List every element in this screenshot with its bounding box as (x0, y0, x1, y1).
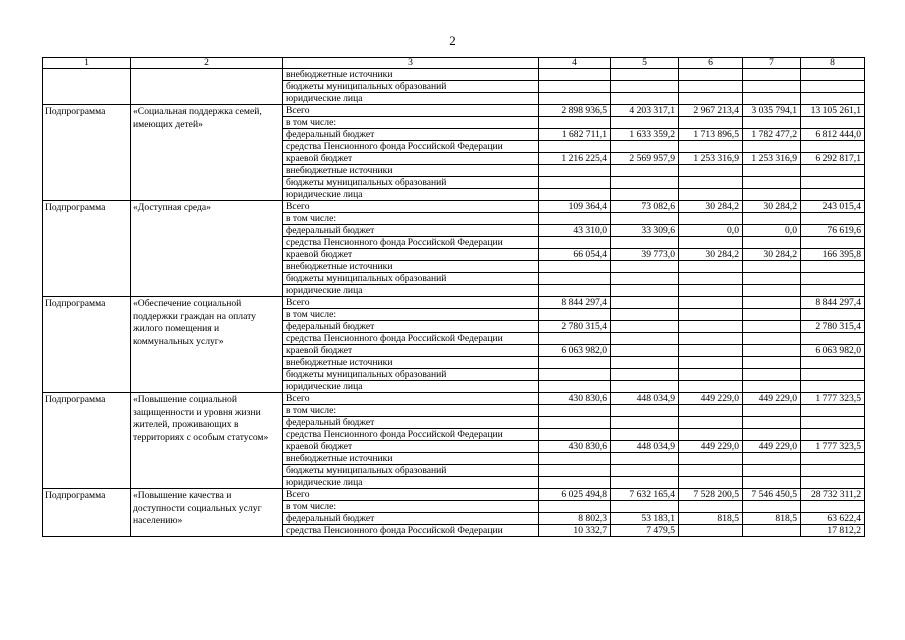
value-cell: 6 063 982,0 (801, 345, 865, 357)
value-cell (611, 177, 679, 189)
column-header: 4 (539, 58, 611, 69)
funding-source-label: юридические лица (283, 93, 539, 105)
value-cell (539, 453, 611, 465)
value-cell (539, 285, 611, 297)
value-cell: 1 682 711,1 (539, 129, 611, 141)
value-cell (539, 177, 611, 189)
value-cell (801, 405, 865, 417)
column-header: 6 (679, 58, 743, 69)
value-cell (743, 501, 801, 513)
funding-source-label: Всего (283, 201, 539, 213)
value-cell (801, 117, 865, 129)
value-cell (679, 357, 743, 369)
value-cell (539, 141, 611, 153)
value-cell (611, 81, 679, 93)
column-header: 3 (283, 58, 539, 69)
value-cell (801, 369, 865, 381)
value-cell: 166 395,8 (801, 249, 865, 261)
program-name-cell (131, 69, 283, 105)
value-cell (679, 93, 743, 105)
funding-source-label: краевой бюджет (283, 153, 539, 165)
value-cell: 1 777 323,5 (801, 441, 865, 453)
column-header: 1 (43, 58, 131, 69)
value-cell (679, 177, 743, 189)
value-cell (743, 93, 801, 105)
value-cell: 449 229,0 (679, 441, 743, 453)
value-cell (611, 465, 679, 477)
value-cell (539, 81, 611, 93)
value-cell: 30 284,2 (679, 249, 743, 261)
value-cell (539, 237, 611, 249)
funding-source-label: федеральный бюджет (283, 225, 539, 237)
value-cell: 818,5 (743, 513, 801, 525)
value-cell: 76 619,6 (801, 225, 865, 237)
value-cell: 33 309,6 (611, 225, 679, 237)
funding-source-label: Всего (283, 105, 539, 117)
value-cell (743, 189, 801, 201)
subprogram-total-row (43, 297, 865, 309)
funding-source-label: внебюджетные источники (283, 453, 539, 465)
value-cell (611, 273, 679, 285)
value-cell (743, 345, 801, 357)
value-cell: 430 830,6 (539, 441, 611, 453)
value-cell (679, 405, 743, 417)
value-cell (539, 273, 611, 285)
value-cell (539, 165, 611, 177)
value-cell (801, 273, 865, 285)
subprogram-type-cell: Подпрограмма (43, 393, 131, 489)
value-cell (801, 453, 865, 465)
value-cell (539, 261, 611, 273)
funding-source-label: федеральный бюджет (283, 321, 539, 333)
funding-source-label: внебюджетные источники (283, 261, 539, 273)
value-cell (679, 237, 743, 249)
value-cell (539, 405, 611, 417)
value-cell: 6 025 494,8 (539, 489, 611, 501)
value-cell (539, 417, 611, 429)
value-cell (743, 381, 801, 393)
value-cell: 7 546 450,5 (743, 489, 801, 501)
value-cell (539, 309, 611, 321)
value-cell: 818,5 (679, 513, 743, 525)
column-header: 8 (801, 58, 865, 69)
value-cell (743, 213, 801, 225)
value-cell (611, 429, 679, 441)
funding-source-label: краевой бюджет (283, 441, 539, 453)
value-cell: 66 054,4 (539, 249, 611, 261)
value-cell (743, 141, 801, 153)
column-header: 2 (131, 58, 283, 69)
value-cell: 1 633 359,2 (611, 129, 679, 141)
value-cell (539, 189, 611, 201)
value-cell (611, 93, 679, 105)
value-cell: 39 773,0 (611, 249, 679, 261)
value-cell (611, 321, 679, 333)
value-cell: 448 034,9 (611, 393, 679, 405)
value-cell: 7 528 200,5 (679, 489, 743, 501)
funding-source-label: бюджеты муниципальных образований (283, 369, 539, 381)
value-cell: 449 229,0 (679, 393, 743, 405)
value-cell (801, 81, 865, 93)
value-cell (611, 357, 679, 369)
value-cell: 449 229,0 (743, 441, 801, 453)
value-cell (801, 177, 865, 189)
value-cell (611, 117, 679, 129)
value-cell (743, 333, 801, 345)
column-header: 7 (743, 58, 801, 69)
subprogram-name-cell: «Повышение качества и доступности социальных услуг населению» (131, 489, 283, 537)
value-cell: 2 780 315,4 (801, 321, 865, 333)
value-cell (679, 369, 743, 381)
value-cell: 43 310,0 (539, 225, 611, 237)
value-cell: 53 183,1 (611, 513, 679, 525)
value-cell (679, 429, 743, 441)
funding-source-label: бюджеты муниципальных образований (283, 81, 539, 93)
value-cell (679, 273, 743, 285)
value-cell (679, 465, 743, 477)
value-cell (679, 309, 743, 321)
value-cell (801, 381, 865, 393)
value-cell (611, 297, 679, 309)
value-cell (679, 81, 743, 93)
value-cell (539, 465, 611, 477)
value-cell: 448 034,9 (611, 441, 679, 453)
value-cell (679, 69, 743, 81)
funding-source-label: юридические лица (283, 477, 539, 489)
value-cell: 28 732 311,2 (801, 489, 865, 501)
value-cell (743, 237, 801, 249)
value-cell (539, 381, 611, 393)
value-cell (801, 69, 865, 81)
funding-source-label: бюджеты муниципальных образований (283, 177, 539, 189)
value-cell: 0,0 (679, 225, 743, 237)
value-cell (679, 381, 743, 393)
value-cell: 4 203 317,1 (611, 105, 679, 117)
funding-source-label: Всего (283, 489, 539, 501)
value-cell (801, 189, 865, 201)
value-cell (611, 345, 679, 357)
value-cell (611, 309, 679, 321)
value-cell (679, 141, 743, 153)
value-cell (679, 213, 743, 225)
value-cell (611, 381, 679, 393)
value-cell (611, 285, 679, 297)
value-cell (679, 165, 743, 177)
value-cell (539, 477, 611, 489)
funding-source-label: краевой бюджет (283, 345, 539, 357)
value-cell (743, 261, 801, 273)
value-cell (801, 357, 865, 369)
value-cell (679, 525, 743, 537)
value-cell (611, 69, 679, 81)
value-cell (539, 117, 611, 129)
subprogram-type-cell: Подпрограмма (43, 297, 131, 393)
value-cell (611, 165, 679, 177)
subprogram-total-row (43, 201, 865, 213)
funding-source-label: юридические лица (283, 285, 539, 297)
subprogram-name-cell: «Социальная поддержка семей, имеющих детей» (131, 105, 283, 201)
value-cell (743, 417, 801, 429)
value-cell (539, 93, 611, 105)
funding-source-label: внебюджетные источники (283, 357, 539, 369)
subprogram-name-cell: «Повышение социальной защищенности и уровня жизни жителей, проживающих в территориях с особым статусом» (131, 393, 283, 489)
value-cell: 8 802,3 (539, 513, 611, 525)
value-cell: 30 284,2 (679, 201, 743, 213)
value-cell: 10 332,7 (539, 525, 611, 537)
funding-source-label: в том числе: (283, 117, 539, 129)
funding-source-label: федеральный бюджет (283, 129, 539, 141)
value-cell (679, 117, 743, 129)
value-cell (743, 405, 801, 417)
funding-source-label: в том числе: (283, 405, 539, 417)
table-row (43, 69, 865, 81)
value-cell: 6 063 982,0 (539, 345, 611, 357)
value-cell: 3 035 794,1 (743, 105, 801, 117)
value-cell (679, 261, 743, 273)
value-cell (539, 333, 611, 345)
value-cell (801, 333, 865, 345)
subprogram-name-cell: «Обеспечение социальной поддержки граждан на оплату жилого помещения и коммунальных услуг» (131, 297, 283, 393)
value-cell: 8 844 297,4 (539, 297, 611, 309)
value-cell (611, 333, 679, 345)
value-cell: 1 782 477,2 (743, 129, 801, 141)
funding-source-label: внебюджетные источники (283, 165, 539, 177)
subprogram-total-row (43, 489, 865, 501)
value-cell (611, 417, 679, 429)
value-cell (743, 465, 801, 477)
value-cell (743, 453, 801, 465)
value-cell: 1 777 323,5 (801, 393, 865, 405)
value-cell: 6 292 817,1 (801, 153, 865, 165)
value-cell: 243 015,4 (801, 201, 865, 213)
value-cell (679, 453, 743, 465)
funding-source-label: Всего (283, 297, 539, 309)
value-cell: 1 253 316,9 (679, 153, 743, 165)
value-cell (743, 369, 801, 381)
subprogram-type-cell: Подпрограмма (43, 489, 131, 537)
value-cell: 2 780 315,4 (539, 321, 611, 333)
value-cell (611, 141, 679, 153)
funding-source-label: средства Пенсионного фонда Российской Федерации (283, 141, 539, 153)
program-type-cell (43, 69, 131, 105)
value-cell (611, 261, 679, 273)
funding-source-label: средства Пенсионного фонда Российской Федерации (283, 237, 539, 249)
value-cell (743, 177, 801, 189)
value-cell (801, 465, 865, 477)
value-cell: 1 216 225,4 (539, 153, 611, 165)
value-cell (801, 477, 865, 489)
value-cell (611, 453, 679, 465)
value-cell: 30 284,2 (743, 249, 801, 261)
value-cell (611, 189, 679, 201)
value-cell: 6 812 444,0 (801, 129, 865, 141)
value-cell: 2 898 936,5 (539, 105, 611, 117)
value-cell (801, 165, 865, 177)
value-cell (743, 477, 801, 489)
value-cell (743, 165, 801, 177)
value-cell (679, 477, 743, 489)
value-cell (801, 285, 865, 297)
funding-source-label: внебюджетные источники (283, 69, 539, 81)
value-cell (743, 357, 801, 369)
value-cell (801, 141, 865, 153)
column-number-row (43, 58, 865, 69)
value-cell (539, 69, 611, 81)
funding-source-label: средства Пенсионного фонда Российской Федерации (283, 333, 539, 345)
value-cell: 1 253 316,9 (743, 153, 801, 165)
table-body (43, 69, 865, 537)
value-cell: 449 229,0 (743, 393, 801, 405)
value-cell (743, 309, 801, 321)
value-cell (743, 297, 801, 309)
value-cell (743, 429, 801, 441)
value-cell (679, 345, 743, 357)
value-cell: 0,0 (743, 225, 801, 237)
value-cell (743, 321, 801, 333)
value-cell: 1 713 896,5 (679, 129, 743, 141)
funding-source-label: в том числе: (283, 501, 539, 513)
budget-table (42, 57, 865, 537)
value-cell: 7 632 165,4 (611, 489, 679, 501)
value-cell (539, 369, 611, 381)
funding-source-label: федеральный бюджет (283, 417, 539, 429)
value-cell (679, 297, 743, 309)
value-cell (801, 309, 865, 321)
value-cell: 13 105 261,1 (801, 105, 865, 117)
value-cell (743, 117, 801, 129)
value-cell (743, 285, 801, 297)
column-header: 5 (611, 58, 679, 69)
value-cell: 17 812,2 (801, 525, 865, 537)
value-cell (539, 501, 611, 513)
value-cell: 2 569 957,9 (611, 153, 679, 165)
value-cell: 30 284,2 (743, 201, 801, 213)
value-cell (801, 261, 865, 273)
page-number: 2 (449, 33, 456, 48)
funding-source-label: средства Пенсионного фонда Российской Федерации (283, 525, 539, 537)
value-cell: 63 622,4 (801, 513, 865, 525)
value-cell (743, 81, 801, 93)
value-cell (743, 525, 801, 537)
funding-source-label: юридические лица (283, 381, 539, 393)
value-cell (679, 321, 743, 333)
value-cell: 7 479,5 (611, 525, 679, 537)
value-cell (679, 501, 743, 513)
subprogram-total-row (43, 105, 865, 117)
value-cell: 8 844 297,4 (801, 297, 865, 309)
funding-source-label: бюджеты муниципальных образований (283, 465, 539, 477)
value-cell: 430 830,6 (539, 393, 611, 405)
funding-source-label: бюджеты муниципальных образований (283, 273, 539, 285)
funding-source-label: в том числе: (283, 213, 539, 225)
funding-source-label: Всего (283, 393, 539, 405)
value-cell (611, 477, 679, 489)
funding-source-label: юридические лица (283, 189, 539, 201)
value-cell (801, 237, 865, 249)
subprogram-name-cell: «Доступная среда» (131, 201, 283, 297)
funding-source-label: в том числе: (283, 309, 539, 321)
value-cell (539, 357, 611, 369)
value-cell (743, 273, 801, 285)
value-cell (611, 405, 679, 417)
value-cell (539, 429, 611, 441)
value-cell (801, 429, 865, 441)
funding-source-label: федеральный бюджет (283, 513, 539, 525)
value-cell (679, 417, 743, 429)
subprogram-type-cell: Подпрограмма (43, 105, 131, 201)
value-cell (611, 237, 679, 249)
value-cell: 73 082,6 (611, 201, 679, 213)
value-cell (611, 369, 679, 381)
funding-source-label: средства Пенсионного фонда Российской Федерации (283, 429, 539, 441)
value-cell (539, 213, 611, 225)
value-cell (679, 189, 743, 201)
subprogram-type-cell: Подпрограмма (43, 201, 131, 297)
value-cell (679, 285, 743, 297)
value-cell: 2 967 213,4 (679, 105, 743, 117)
value-cell (679, 333, 743, 345)
value-cell (801, 213, 865, 225)
value-cell (743, 69, 801, 81)
value-cell (611, 501, 679, 513)
subprogram-total-row (43, 393, 865, 405)
value-cell (801, 417, 865, 429)
value-cell: 109 364,4 (539, 201, 611, 213)
value-cell (801, 93, 865, 105)
funding-source-label: краевой бюджет (283, 249, 539, 261)
value-cell (801, 501, 865, 513)
value-cell (611, 213, 679, 225)
